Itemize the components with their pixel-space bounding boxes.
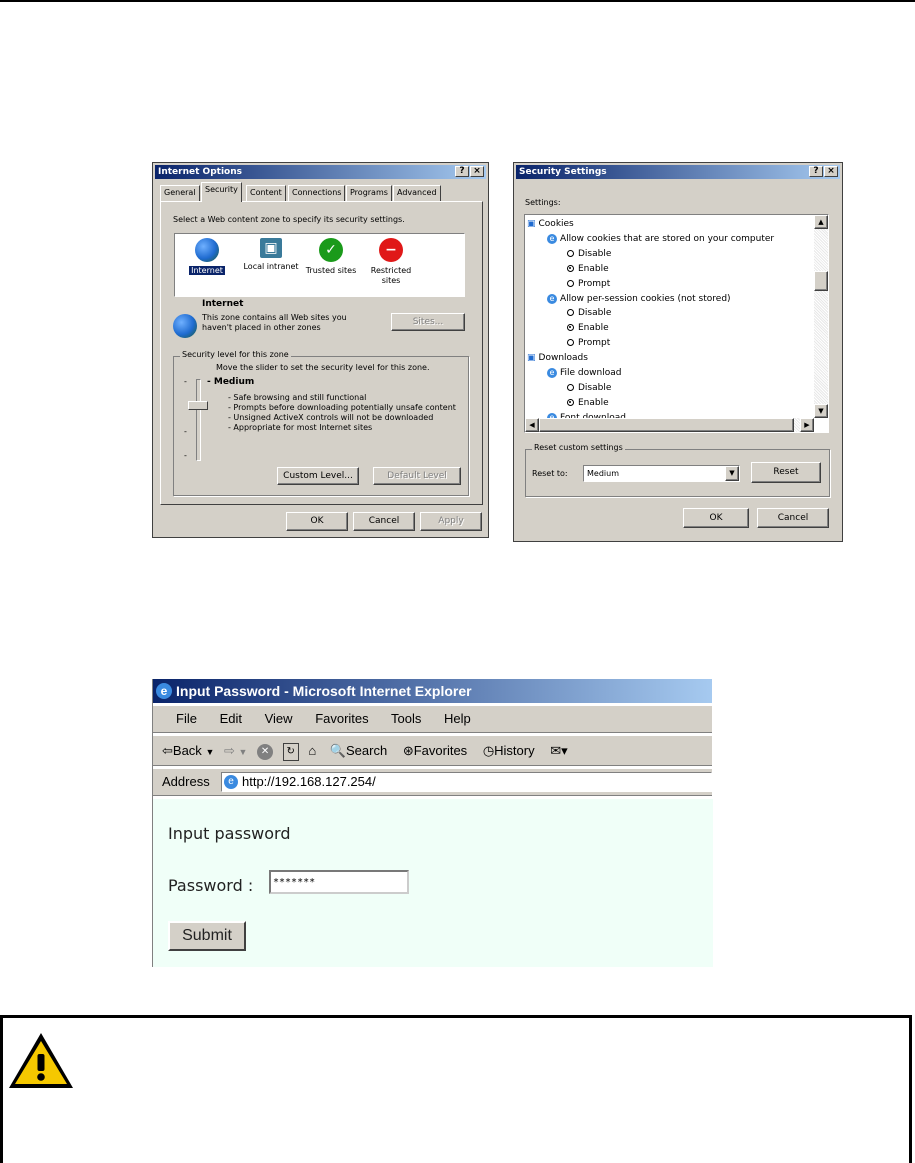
zone-restricted-sites[interactable] bbox=[363, 238, 419, 286]
menu-view[interactable]: View bbox=[264, 711, 293, 726]
page-heading: Input password bbox=[168, 824, 291, 843]
reset-custom-settings-group bbox=[525, 443, 830, 497]
network-computer-icon: ▣ bbox=[260, 238, 282, 258]
settings-label: Settings: bbox=[525, 198, 561, 207]
tree-row-label: Cookies bbox=[538, 219, 574, 229]
ok-button[interactable]: OK bbox=[286, 512, 348, 531]
radio-selected-icon bbox=[567, 399, 574, 406]
selected-zone-title: Internet bbox=[202, 299, 244, 309]
tree-radio-option[interactable] bbox=[567, 247, 611, 261]
scroll-right-arrow-icon[interactable]: ▶ bbox=[800, 418, 814, 432]
security-level-point: - Appropriate for most Internet sites bbox=[228, 423, 373, 432]
warning-triangle-icon bbox=[6, 1030, 76, 1092]
tree-row-label: Enable bbox=[578, 397, 609, 408]
zone-label-restricted-sites: Restricted sites bbox=[370, 266, 412, 285]
zone-local-intranet[interactable] bbox=[241, 238, 301, 271]
tree-row-label: Disable bbox=[578, 308, 612, 319]
help-button[interactable]: ? bbox=[455, 166, 469, 177]
cancel-button[interactable]: Cancel bbox=[353, 512, 415, 531]
security-tab-panel bbox=[160, 201, 483, 505]
checkmark-icon: ✓ bbox=[319, 238, 343, 262]
reset-level-value: Medium bbox=[587, 469, 619, 478]
slider-hint: Move the slider to set the security level for this zone. bbox=[216, 363, 430, 372]
menu-edit[interactable]: Edit bbox=[219, 711, 242, 726]
history-label: History bbox=[494, 743, 535, 758]
security-settings-dialog bbox=[513, 162, 843, 542]
scrollbar-thumb[interactable] bbox=[814, 271, 828, 291]
apply-button[interactable]: Apply bbox=[420, 512, 482, 531]
tree-row-label: Allow per-session cookies (not stored) bbox=[560, 293, 731, 304]
reset-to-label: Reset to: bbox=[532, 469, 568, 478]
settings-tree-rows bbox=[527, 217, 813, 417]
security-level-group-label: Security level for this zone bbox=[182, 350, 289, 359]
chevron-down-icon[interactable]: ▼ bbox=[205, 747, 215, 757]
cancel-button[interactable]: Cancel bbox=[757, 508, 829, 528]
tab-connections[interactable]: Connections bbox=[288, 185, 345, 201]
zone-list bbox=[174, 233, 465, 297]
internet-options-dialog bbox=[152, 162, 489, 538]
ie-setting-icon: e bbox=[547, 294, 557, 304]
chevron-down-icon[interactable]: ▼ bbox=[725, 466, 739, 481]
tab-programs[interactable]: Programs bbox=[346, 185, 392, 201]
ie-logo-icon: e bbox=[156, 683, 172, 699]
security-level-point: - Prompts before downloading potentially unsafe content bbox=[228, 403, 456, 412]
tree-radio-option[interactable] bbox=[567, 277, 610, 291]
password-label: Password : bbox=[168, 876, 254, 895]
reset-group-label: Reset custom settings bbox=[534, 443, 623, 452]
home-icon[interactable]: ⌂ bbox=[308, 743, 317, 758]
browser-titlebar bbox=[153, 679, 712, 703]
tree-radio-option[interactable] bbox=[567, 262, 609, 276]
zone-label-local-intranet: Local intranet bbox=[243, 262, 299, 271]
reset-level-select[interactable] bbox=[583, 465, 740, 482]
tree-row-label: File download bbox=[560, 368, 622, 378]
back-button[interactable] bbox=[162, 743, 214, 758]
browser-title: Input Password - Microsoft Internet Explorer bbox=[176, 683, 472, 699]
reset-button[interactable]: Reset bbox=[751, 462, 821, 483]
favorites-icon: ⊛ bbox=[402, 743, 414, 758]
folder-icon: ▣ bbox=[527, 353, 536, 364]
search-button[interactable] bbox=[330, 743, 387, 758]
no-entry-icon: − bbox=[379, 238, 403, 262]
page-icon: e bbox=[224, 775, 238, 789]
globe-icon bbox=[195, 238, 219, 262]
tree-row-label: Allow cookies that are stored on your computer bbox=[560, 233, 775, 244]
security-level-point: - Unsigned ActiveX controls will not be downloaded bbox=[228, 413, 434, 422]
address-value: http://192.168.127.254/ bbox=[242, 774, 376, 789]
favorites-label: Favorites bbox=[413, 743, 468, 758]
selected-zone-desc-1: This zone contains all Web sites you bbox=[202, 313, 347, 322]
menu-tools[interactable]: Tools bbox=[391, 711, 422, 726]
tree-category[interactable] bbox=[527, 217, 574, 231]
browser-window bbox=[152, 679, 712, 967]
tree-setting[interactable] bbox=[547, 292, 731, 306]
scroll-left-arrow-icon[interactable]: ◀ bbox=[525, 418, 539, 432]
close-button[interactable]: × bbox=[470, 166, 484, 177]
page-content bbox=[153, 799, 713, 967]
tab-content[interactable]: Content bbox=[246, 185, 286, 201]
help-button[interactable]: ? bbox=[809, 166, 823, 177]
tab-security[interactable]: Security bbox=[201, 182, 242, 202]
zone-internet[interactable] bbox=[177, 238, 237, 275]
forward-arrow-icon: ⇨ bbox=[223, 743, 235, 758]
scroll-up-arrow-icon[interactable]: ▲ bbox=[814, 215, 828, 229]
tree-row-label: Disable bbox=[578, 248, 612, 259]
menu-bar bbox=[153, 705, 712, 733]
standard-toolbar bbox=[153, 735, 712, 766]
security-level-point: - Safe browsing and still functional bbox=[228, 393, 367, 402]
address-bar bbox=[153, 768, 712, 796]
internet-options-title: Internet Options bbox=[158, 167, 242, 177]
slider-tick-2: - bbox=[184, 427, 187, 436]
security-slider-thumb[interactable] bbox=[188, 401, 208, 410]
close-button[interactable]: × bbox=[824, 166, 838, 177]
tree-row-label: Prompt bbox=[578, 338, 611, 349]
history-icon: ◷ bbox=[482, 743, 495, 758]
internet-options-titlebar bbox=[155, 165, 486, 179]
tree-radio-option[interactable] bbox=[567, 336, 610, 350]
horizontal-scrollbar[interactable] bbox=[525, 418, 814, 432]
security-level-group bbox=[173, 350, 469, 496]
tree-row-label: Downloads bbox=[538, 353, 588, 364]
search-label: Search bbox=[345, 743, 388, 758]
tree-radio-option[interactable] bbox=[567, 381, 611, 395]
slider-tick-1: - bbox=[184, 377, 187, 386]
security-settings-titlebar bbox=[516, 165, 840, 179]
mail-icon[interactable]: ✉▾ bbox=[550, 743, 568, 758]
tree-setting[interactable] bbox=[547, 232, 774, 246]
scroll-down-arrow-icon[interactable]: ▼ bbox=[814, 404, 828, 418]
tree-row-label: Enable bbox=[578, 263, 609, 274]
ok-button[interactable]: OK bbox=[683, 508, 749, 528]
ie-setting-icon: e bbox=[547, 234, 557, 244]
address-label: Address bbox=[162, 774, 210, 789]
selected-zone-globe-icon bbox=[173, 314, 197, 338]
security-level-name: - Medium bbox=[207, 377, 255, 387]
security-slider-track[interactable] bbox=[196, 379, 201, 461]
scrollbar-thumb[interactable] bbox=[539, 418, 794, 432]
search-icon: 🔍 bbox=[329, 743, 346, 758]
radio-unselected-icon bbox=[567, 309, 574, 316]
back-arrow-icon: ⇦ bbox=[162, 743, 173, 758]
sites-button[interactable]: Sites... bbox=[391, 313, 465, 331]
folder-icon: ▣ bbox=[527, 219, 536, 229]
zone-label-internet: Internet bbox=[191, 266, 223, 275]
tree-row-label: Prompt bbox=[578, 278, 611, 289]
tree-radio-option[interactable] bbox=[567, 306, 611, 320]
radio-unselected-icon bbox=[567, 384, 574, 391]
zone-label-trusted-sites: Trusted sites bbox=[305, 266, 357, 275]
radio-selected-icon bbox=[567, 265, 574, 272]
tab-advanced[interactable]: Advanced bbox=[393, 185, 441, 201]
tree-row-label: Enable bbox=[578, 323, 609, 334]
tree-radio-option[interactable] bbox=[567, 396, 609, 410]
security-settings-title: Security Settings bbox=[519, 167, 607, 177]
forward-button[interactable] bbox=[224, 743, 247, 758]
radio-unselected-icon bbox=[567, 280, 574, 287]
menu-help[interactable]: Help bbox=[444, 711, 471, 726]
tree-row-label: Disable bbox=[578, 382, 612, 393]
history-button[interactable] bbox=[483, 743, 535, 758]
tree-setting[interactable] bbox=[547, 366, 621, 380]
password-input[interactable] bbox=[269, 870, 409, 894]
settings-tree[interactable] bbox=[524, 214, 829, 433]
address-input[interactable] bbox=[221, 772, 712, 792]
tree-radio-option[interactable] bbox=[567, 321, 609, 335]
submit-button[interactable]: Submit bbox=[168, 921, 246, 951]
header-rule bbox=[0, 0, 915, 2]
back-label: Back bbox=[172, 743, 202, 758]
radio-unselected-icon bbox=[567, 250, 574, 257]
zone-trusted-sites[interactable] bbox=[301, 238, 361, 275]
selected-zone-desc-2: haven't placed in other zones bbox=[202, 323, 321, 332]
radio-selected-icon bbox=[567, 324, 574, 331]
refresh-icon[interactable]: ↻ bbox=[283, 743, 299, 761]
warning-box bbox=[0, 1015, 912, 1163]
default-level-button[interactable]: Default Level bbox=[373, 467, 461, 485]
zone-prompt: Select a Web content zone to specify its security settings. bbox=[173, 215, 405, 224]
stop-icon[interactable]: ✕ bbox=[257, 744, 273, 760]
tab-general[interactable]: General bbox=[160, 185, 200, 201]
ie-setting-icon: e bbox=[547, 368, 557, 378]
radio-unselected-icon bbox=[567, 339, 574, 346]
slider-tick-3: - bbox=[184, 451, 187, 460]
favorites-button[interactable] bbox=[403, 743, 467, 758]
chevron-down-icon[interactable]: ▼ bbox=[238, 747, 248, 757]
tree-category[interactable] bbox=[527, 351, 588, 365]
menu-file[interactable]: File bbox=[176, 711, 197, 726]
vertical-scrollbar[interactable] bbox=[814, 215, 828, 418]
menu-favorites[interactable]: Favorites bbox=[315, 711, 369, 726]
custom-level-button[interactable]: Custom Level... bbox=[277, 467, 359, 485]
